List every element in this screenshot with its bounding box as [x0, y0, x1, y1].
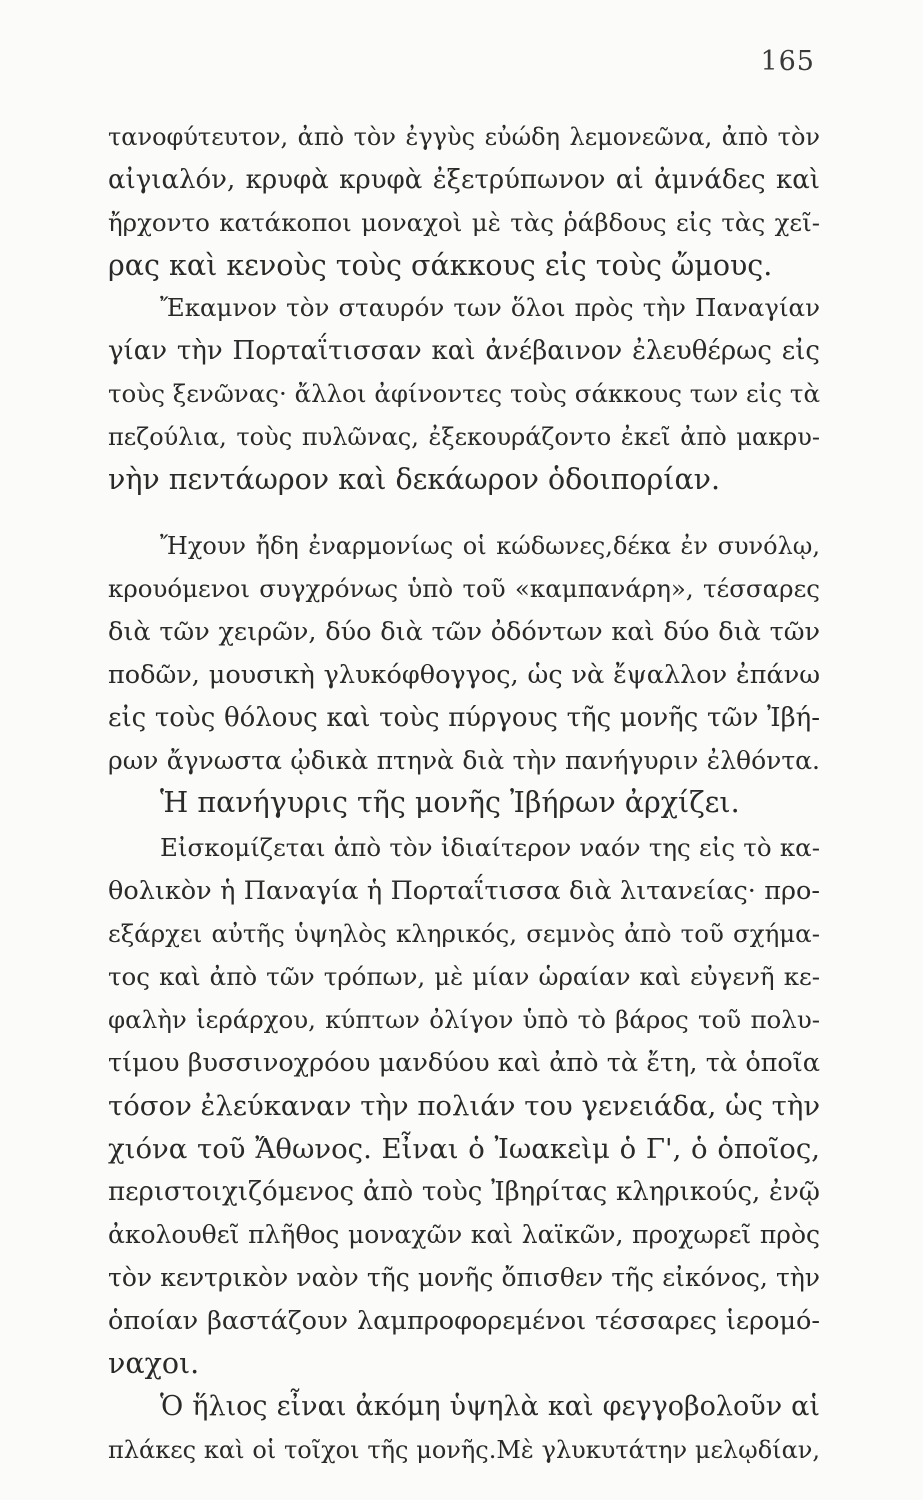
text-line: ρας καὶ κενοὺς τοὺς σάκκους εἰς τοὺς ὤμους.	[108, 249, 773, 282]
text-line: εἰς τοὺς θόλους καὶ τοὺς πύργους τῆς μονῆς τῶν Ἰβή-	[108, 703, 820, 733]
text-line: τοὺς ξενῶνας· ἄλλοι ἀφίνοντες τοὺς σάκκους των εἰς τὰ	[108, 379, 820, 408]
text-line: τόσον ἐλεύκαναν τὴν πολιάν του γενειάδα, ὡς τὴν	[108, 1090, 821, 1122]
text-line: ναχοι.	[108, 1347, 200, 1380]
text-line: θολικὸν ἡ Παναγία ἡ Πορταΐτισσα διὰ λιτανείας· προ-	[108, 876, 820, 906]
text-line: περιστοιχιζόμενος ἀπὸ τοὺς Ἰβηρίτας κληρικούς, ἐνῷ	[108, 1177, 820, 1207]
text-line: ἀκολουθεῖ πλῆθος μοναχῶν καὶ λαϊκῶν, προχωρεῖ πρὸς	[108, 1220, 820, 1249]
text-line: Ὁ ἥλιος εἶναι ἀκόμη ὑψηλὰ καὶ φεγγοβολοῦν αἱ	[160, 1391, 820, 1422]
text-line: Ἤχουν ἤδη ἐναρμονίως οἱ κώδωνες,δέκα ἐν συνόλῳ,	[160, 532, 820, 560]
text-line: γίαν τὴν Πορταΐτισσαν καὶ ἀνέβαινον ἐλευθέρως εἰς	[108, 336, 820, 366]
text-line: ὁποίαν βαστάζουν λαμπροφορεμένοι τέσσαρες ἱερομό-	[108, 1306, 820, 1336]
text-line: πλάκες καὶ οἱ τοῖχοι τῆς μονῆς.Μὲ γλυκυτάτην μελῳδίαν,	[108, 1436, 820, 1464]
text-line: αἰγιαλόν, κρυφὰ κρυφὰ ἐξετρύπωνον αἱ ἀμνάδες καὶ	[108, 165, 820, 195]
text-line: Ἔκαμνον τὸν σταυρόν των ὅλοι πρὸς τὴν Παναγίαν	[160, 293, 820, 322]
text-line: κρουόμενοι συγχρόνως ὑπὸ τοῦ «καμπανάρη», τέσσαρες	[108, 574, 820, 603]
text-line: ρων ἄγνωστα ᾠδικὰ πτηνὰ διὰ τὴν πανήγυριν ἐλθόντα.	[108, 746, 820, 775]
text-line: τος καὶ ἀπὸ τῶν τρόπων, μὲ μίαν ὡραίαν καὶ εὐγενῆ κε-	[108, 962, 820, 991]
text-line: Ἡ πανήγυρις τῆς μονῆς Ἰβήρων ἀρχίζει.	[160, 786, 740, 819]
text-line: ποδῶν, μουσικὴ γλυκόφθογγος, ὡς νὰ ἔψαλλον ἐπάνω	[108, 660, 820, 690]
page-number: 165	[760, 46, 815, 77]
text-line: εξάρχει αὐτῆς ὑψηλὸς κληρικός, σεμνὸς ἀπὸ τοῦ σχήμα-	[108, 919, 820, 948]
text-line: χιόνα τοῦ Ἄθωνος. Εἶναι ὁ Ἰωακεὶμ ὁ Γ', ὁ ὁποῖος,	[108, 1133, 820, 1165]
text-line: νὴν πεντάωρον καὶ δεκάωρον ὁδοιπορίαν.	[108, 463, 721, 496]
text-line: ἤρχοντο κατάκοποι μοναχοὶ μὲ τὰς ῥάβδους εἰς τὰς χεῖ-	[108, 208, 820, 237]
text-line: τανοφύτευτον, ἀπὸ τὸν ἐγγὺς εὐώδη λεμονεῶνα, ἀπὸ τὸν	[108, 123, 820, 151]
text-line: διὰ τῶν χειρῶν, δύο διὰ τῶν ὀδόντων καὶ δύο διὰ τῶν	[108, 617, 820, 647]
text-line: τὸν κεντρικὸν ναὸν τῆς μονῆς ὄπισθεν τῆς εἰκόνος, τὴν	[108, 1263, 820, 1292]
text-line: φαλὴν ἱεράρχου, κύπτων ὀλίγον ὑπὸ τὸ βάρος τοῦ πολυ-	[108, 1005, 820, 1034]
text-line: Εἰσκομίζεται ἀπὸ τὸν ἰδιαίτερον ναόν της εἰς τὸ κα-	[160, 833, 820, 862]
text-line: πεζούλια, τοὺς πυλῶνας, ἐξεκουράζοντο ἐκεῖ ἀπὸ μακρυ-	[108, 423, 820, 451]
text-line: τίμου βυσσινοχρόου μανδύου καὶ ἀπὸ τὰ ἔτη, τὰ ὁποῖα	[108, 1048, 820, 1078]
